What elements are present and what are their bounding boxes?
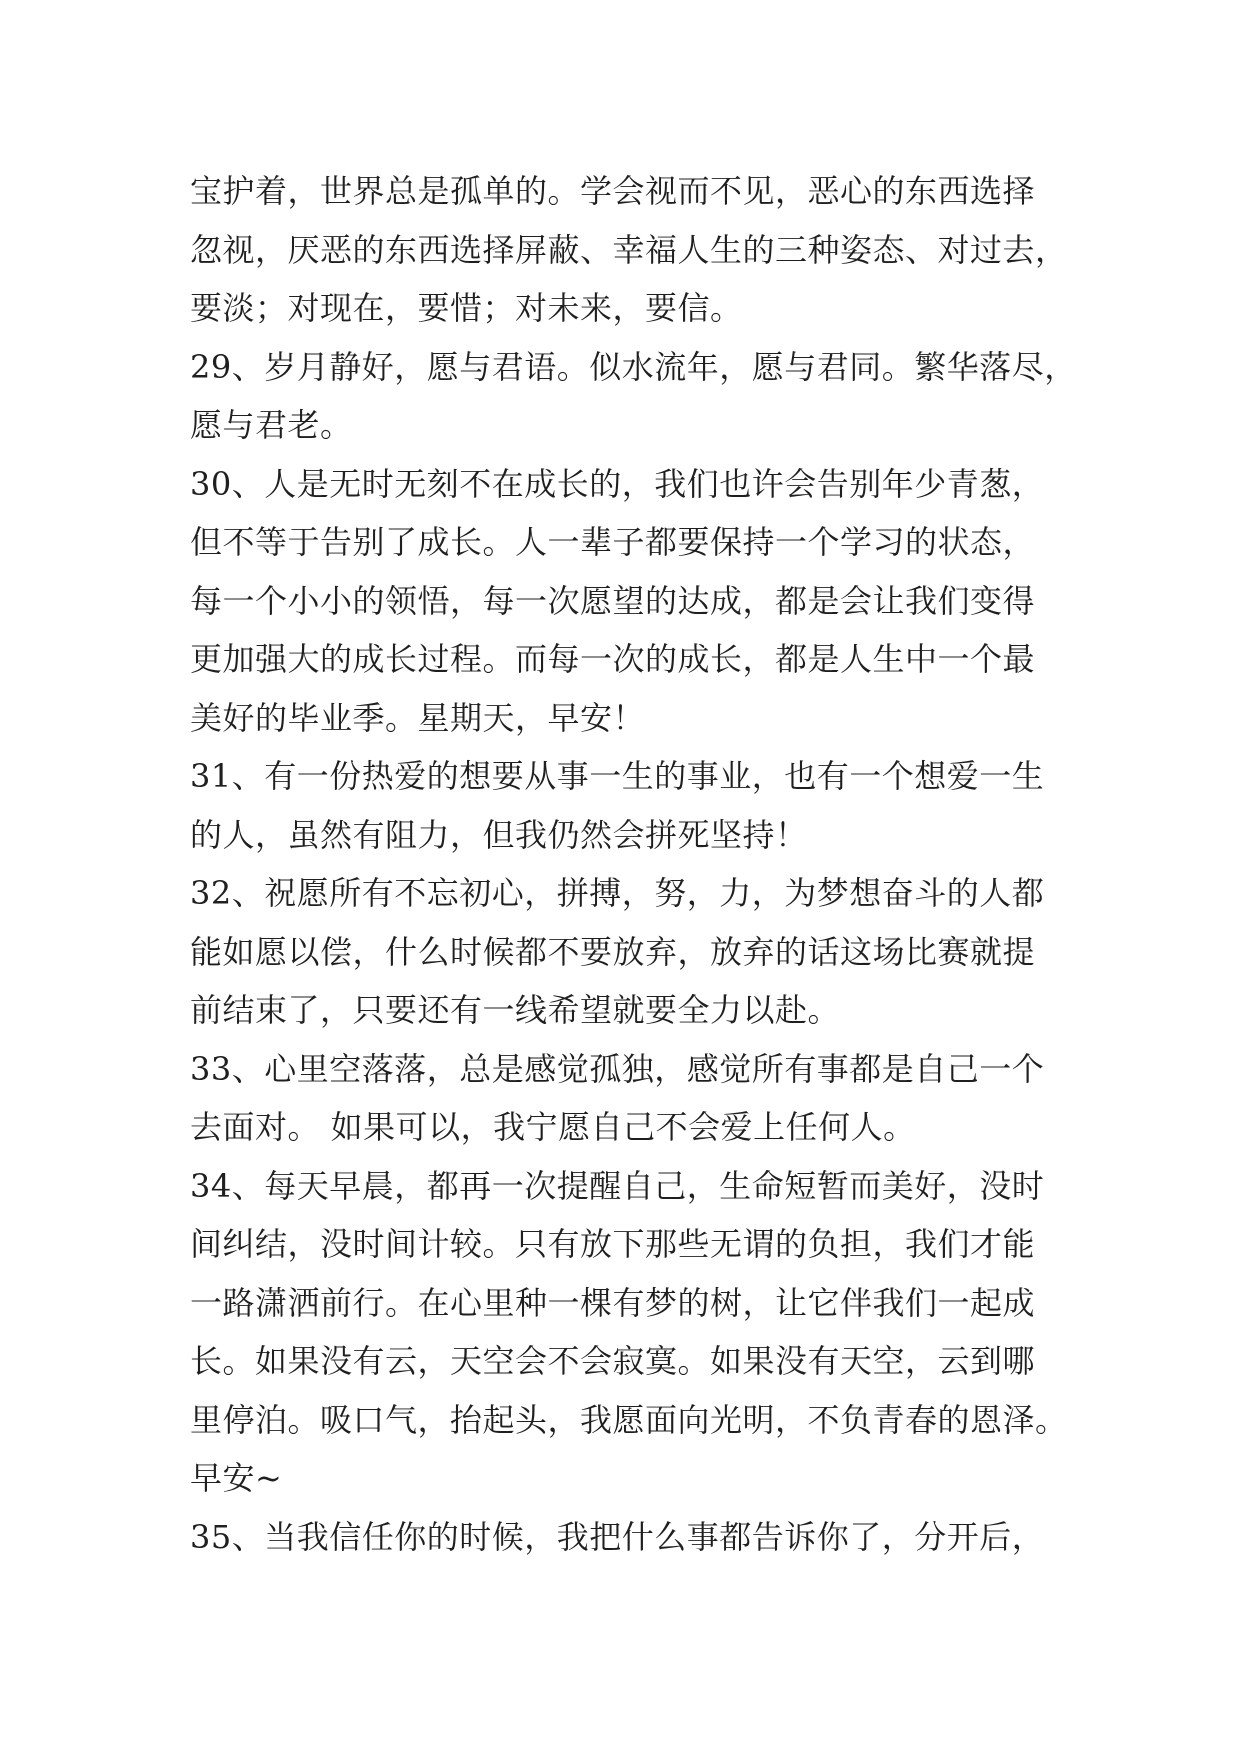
text-line: 长。如果没有云，天空会不会寂寞。如果没有天空，云到哪: [190, 1342, 1036, 1380]
text-line: 要淡；对现在，要惜；对未来，要信。: [190, 289, 743, 327]
text-line: 的人，虽然有阻力，但我仍然会拼死坚持！: [190, 815, 808, 854]
text-line: 33、心里空落落，总是感觉孤独，感觉所有事都是自己一个: [190, 1049, 1045, 1088]
text-line: 能如愿以偿，什么时候都不要放弃，放弃的话这场比赛就提: [190, 932, 1036, 971]
text-line: 32、祝愿所有不忘初心，拼搏，努，力，为梦想奋斗的人都: [190, 874, 1045, 912]
text-line: 29、岁月静好，愿与君语。似水流年，愿与君同。繁华落尽，: [190, 347, 1077, 386]
text-line: 前结束了，只要还有一线希望就要全力以赴。: [190, 991, 841, 1029]
text-line: 美好的毕业季。星期天，早安！: [190, 698, 646, 737]
text-line: 早安~: [190, 1459, 283, 1497]
text-line: 去面对。 如果可以，我宁愿自己不会爱上任何人。: [190, 1108, 916, 1146]
text-line: 但不等于告别了成长。人一辈子都要保持一个学习的状态，: [190, 523, 1036, 561]
text-line: 间纠结，没时间计较。只有放下那些无谓的负担，我们才能: [190, 1225, 1036, 1263]
document-body: [190, 162, 1077, 1566]
text-line: 更加强大的成长过程。而每一次的成长，都是人生中一个最: [190, 640, 1036, 678]
text-line: 宝护着，世界总是孤单的。学会视而不见，恶心的东西选择: [190, 172, 1036, 210]
text-line: 34、每天早晨，都再一次提醒自己，生命短暂而美好，没时: [190, 1166, 1045, 1205]
text-line: 35、当我信任你的时候，我把什么事都告诉你了，分开后，: [190, 1517, 1045, 1556]
text-line: 一路潇洒前行。在心里种一棵有梦的树，让它伴我们一起成: [190, 1283, 1036, 1322]
text-line: 31、有一份热爱的想要从事一生的事业，也有一个想爱一生: [190, 757, 1045, 795]
text-line: 愿与君老。: [190, 406, 353, 444]
text-line: 忽视，厌恶的东西选择屏蔽、幸福人生的三种姿态、对过去，: [190, 230, 1068, 269]
text-line: 每一个小小的领悟，每一次愿望的达成，都是会让我们变得: [190, 581, 1036, 620]
text-line: 里停泊。吸口气，抬起头，我愿面向光明，不负青春的恩泽。: [190, 1400, 1068, 1439]
text-line: 30、人是无时无刻不在成长的，我们也许会告别年少青葱，: [190, 464, 1045, 503]
